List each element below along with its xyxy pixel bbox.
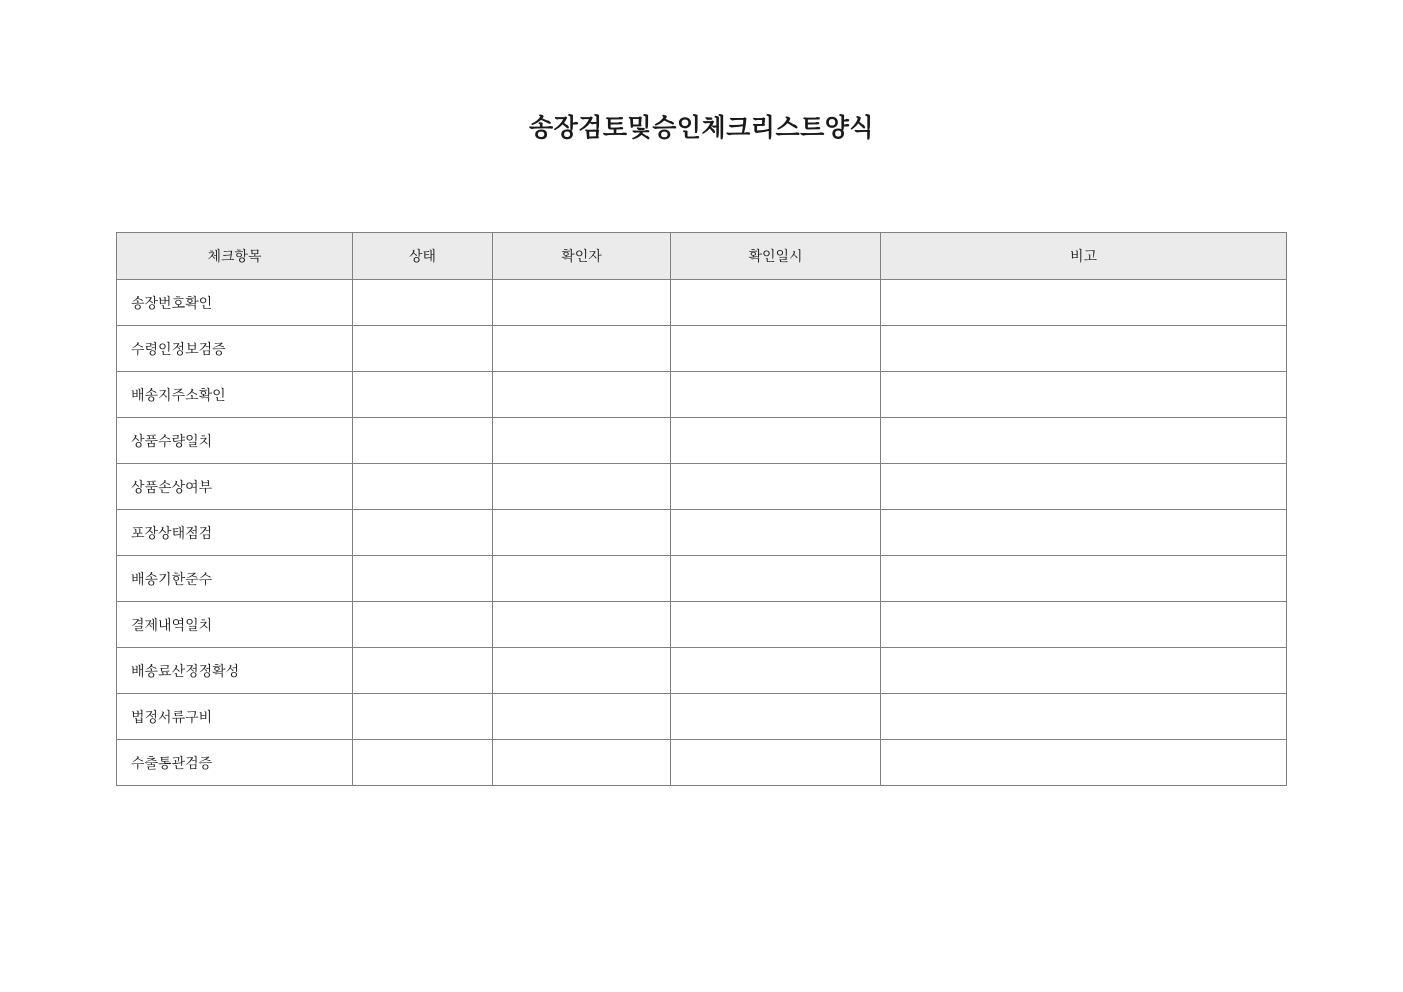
table-row <box>117 740 1287 786</box>
cell-item: 송장번호확인 <box>117 280 353 326</box>
cell-item: 수출통관검증 <box>117 740 353 786</box>
cell-checked-at[interactable] <box>671 464 881 510</box>
cell-checker[interactable] <box>493 556 671 602</box>
cell-item: 배송지주소확인 <box>117 372 353 418</box>
table-header-row <box>117 233 1287 280</box>
cell-item: 결제내역일치 <box>117 602 353 648</box>
cell-checked-at[interactable] <box>671 372 881 418</box>
cell-note[interactable] <box>881 556 1287 602</box>
cell-note[interactable] <box>881 694 1287 740</box>
cell-item: 상품수량일치 <box>117 418 353 464</box>
table-row <box>117 326 1287 372</box>
cell-note[interactable] <box>881 510 1287 556</box>
cell-status[interactable] <box>353 418 493 464</box>
checklist-table-wrapper <box>116 232 1286 786</box>
cell-checker[interactable] <box>493 648 671 694</box>
cell-status[interactable] <box>353 510 493 556</box>
table-row <box>117 418 1287 464</box>
cell-item: 수령인정보검증 <box>117 326 353 372</box>
column-header-item: 체크항목 <box>117 233 353 280</box>
table-header <box>117 233 1287 280</box>
table-row <box>117 464 1287 510</box>
table-body <box>117 280 1287 786</box>
cell-status[interactable] <box>353 602 493 648</box>
table-row <box>117 602 1287 648</box>
cell-item: 배송료산정정확성 <box>117 648 353 694</box>
cell-note[interactable] <box>881 602 1287 648</box>
cell-note[interactable] <box>881 464 1287 510</box>
cell-note[interactable] <box>881 326 1287 372</box>
cell-checked-at[interactable] <box>671 648 881 694</box>
cell-checked-at[interactable] <box>671 602 881 648</box>
column-header-status: 상태 <box>353 233 493 280</box>
column-header-note: 비고 <box>881 233 1287 280</box>
cell-checker[interactable] <box>493 464 671 510</box>
cell-checked-at[interactable] <box>671 326 881 372</box>
cell-checker[interactable] <box>493 740 671 786</box>
checklist-table <box>116 232 1287 786</box>
table-row <box>117 372 1287 418</box>
cell-checked-at[interactable] <box>671 556 881 602</box>
cell-note[interactable] <box>881 372 1287 418</box>
cell-checked-at[interactable] <box>671 694 881 740</box>
table-row <box>117 510 1287 556</box>
table-row <box>117 694 1287 740</box>
cell-checker[interactable] <box>493 602 671 648</box>
column-header-checked-at: 확인일시 <box>671 233 881 280</box>
table-row <box>117 280 1287 326</box>
cell-checker[interactable] <box>493 280 671 326</box>
cell-note[interactable] <box>881 280 1287 326</box>
column-header-checker: 확인자 <box>493 233 671 280</box>
table-row <box>117 556 1287 602</box>
cell-note[interactable] <box>881 418 1287 464</box>
cell-note[interactable] <box>881 648 1287 694</box>
cell-status[interactable] <box>353 464 493 510</box>
cell-status[interactable] <box>353 326 493 372</box>
cell-item: 법정서류구비 <box>117 694 353 740</box>
cell-status[interactable] <box>353 648 493 694</box>
cell-status[interactable] <box>353 556 493 602</box>
page-title: 송장검토및승인체크리스트양식 <box>528 114 875 142</box>
cell-checked-at[interactable] <box>671 510 881 556</box>
cell-checker[interactable] <box>493 694 671 740</box>
cell-item: 상품손상여부 <box>117 464 353 510</box>
cell-status[interactable] <box>353 372 493 418</box>
cell-checked-at[interactable] <box>671 280 881 326</box>
cell-status[interactable] <box>353 694 493 740</box>
cell-status[interactable] <box>353 280 493 326</box>
cell-checker[interactable] <box>493 372 671 418</box>
table-row <box>117 648 1287 694</box>
cell-checker[interactable] <box>493 510 671 556</box>
cell-checker[interactable] <box>493 326 671 372</box>
cell-note[interactable] <box>881 740 1287 786</box>
cell-item: 배송기한준수 <box>117 556 353 602</box>
cell-item: 포장상태점검 <box>117 510 353 556</box>
cell-checker[interactable] <box>493 418 671 464</box>
cell-status[interactable] <box>353 740 493 786</box>
cell-checked-at[interactable] <box>671 418 881 464</box>
cell-checked-at[interactable] <box>671 740 881 786</box>
